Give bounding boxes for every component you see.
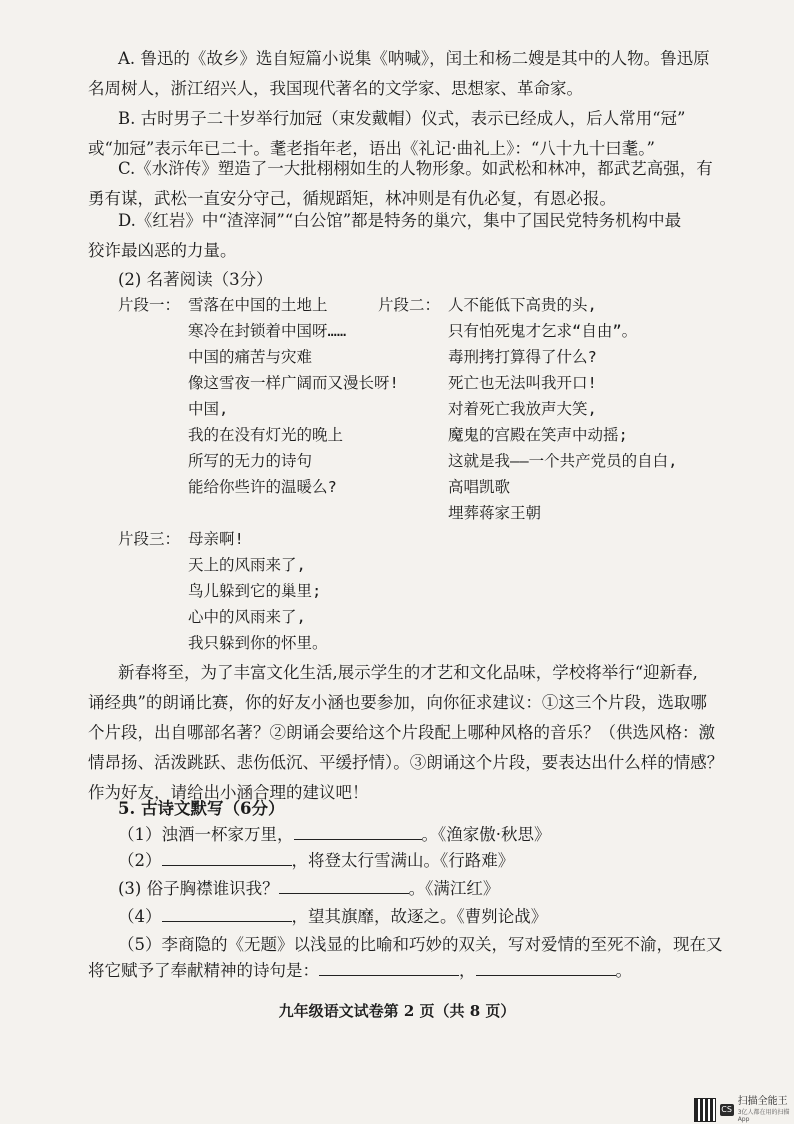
poetry-q3	[118, 874, 499, 904]
qr-code-icon	[694, 1098, 716, 1122]
fragment1-label: 片段一：	[118, 296, 181, 314]
poem-line: 高唱凯歌	[448, 478, 511, 496]
poem-line: 我的在没有灯光的晚上	[188, 426, 344, 444]
poetry-heading: 5. 古诗文默写（6分）	[118, 799, 285, 818]
poem-line: 寒冷在封锁着中国呀……	[188, 322, 347, 340]
option-a-line1: A. 鲁迅的《故乡》选自短篇小说集《呐喊》，闰土和杨二嫂是其中的人物。鲁迅原	[118, 49, 710, 68]
page-footer: 九年级语文试卷第 2 页（共 8 页）	[278, 1002, 516, 1020]
poem-line: 像这雪夜一样广阔而又漫长呀!	[188, 374, 399, 392]
poem-line: 中国的痛苦与灾难	[188, 348, 313, 366]
poem-line: 中国,	[188, 400, 229, 418]
poem-line: 这就是我——一个共产党员的自白,	[448, 452, 678, 470]
poem-line: 母亲啊!	[188, 530, 244, 548]
option-a-line2: 名周树人，浙江绍兴人，我国现代著名的文学家、思想家、革命家。	[88, 79, 583, 98]
task-line: 个片段，出自哪部名著？②朗诵会要给这个片段配上哪种风格的音乐？（供选风格：激	[88, 723, 715, 742]
poem-line: 能给你些许的温暖么?	[188, 478, 337, 496]
q4-answer-blank[interactable]	[162, 903, 292, 922]
poem-line: 雪落在中国的土地上	[188, 296, 328, 314]
task-line: 诵经典”的朗诵比赛，你的好友小涵也要参加，向你征求建议：①这三个片段，选取哪	[88, 693, 707, 712]
q3-answer-blank[interactable]	[279, 875, 409, 894]
poem-line: 魔鬼的宫殿在笑声中动摇;	[448, 426, 628, 444]
poem-line: 心中的风雨来了,	[188, 608, 306, 626]
poem-line: 所写的无力的诗句	[188, 452, 313, 470]
q5-answer-blank-2[interactable]	[476, 957, 616, 976]
poetry-q2	[118, 846, 514, 876]
poem-line: 只有怕死鬼才乞求“自由”。	[448, 322, 638, 340]
q5-end: 。	[615, 961, 632, 980]
q1-source: 。《渔家傲·秋思》	[421, 825, 551, 844]
option-d-line2: 狡诈最凶恶的力量。	[88, 241, 237, 260]
scanner-watermark	[694, 1096, 794, 1123]
camscanner-logo-icon: CS	[721, 1104, 732, 1114]
task-line: 情昂扬、活泼跳跃、悲伤低沉、平缓抒情）。③朗诵这个片段，要表达出什么样的情感？	[88, 753, 724, 772]
poem-line: 我只躲到你的怀里。	[188, 634, 328, 652]
q3-prompt: (3) 俗子胸襟谁识我？	[118, 879, 279, 898]
poetry-q5-line1: （5）李商隐的《无题》以浅显的比喻和巧妙的双关，写对爱情的至死不渝，现在又	[118, 935, 723, 954]
option-c-line1: C.《水浒传》塑造了一大批栩栩如生的人物形象。如武松和林冲，都武艺高强，有	[118, 159, 713, 178]
poem-line: 埋葬蒋家王朝	[448, 504, 542, 522]
q4-source: ，望其旗靡，故逐之。《曹刿论战》	[291, 907, 548, 926]
poem-line: 对着死亡我放声大笑,	[448, 400, 597, 418]
fragment3-label: 片段三：	[118, 530, 181, 548]
q5-answer-blank-1[interactable]	[319, 957, 459, 976]
q2-answer-blank[interactable]	[162, 847, 292, 866]
option-d-line1: D.《红岩》中“渣滓洞”“白公馆”都是特务的巢穴，集中了国民党特务机构中最	[118, 211, 682, 230]
poetry-q4	[118, 902, 547, 932]
q2-prompt: （2）	[118, 851, 162, 870]
option-b-line2: 或“加冠”表示年已二十。耄老指年老，语出《礼记·曲礼上》：“八十九十曰耄。”	[88, 139, 655, 158]
reading-heading: (2) 名著阅读（3分）	[118, 270, 273, 289]
poem-line: 天上的风雨来了,	[188, 556, 306, 574]
poem-line: 鸟儿躲到它的巢里;	[188, 582, 322, 600]
q3-source: 。《满江红》	[408, 879, 500, 898]
q2-source: ，将登太行雪满山。《行路难》	[291, 851, 515, 870]
q1-answer-blank[interactable]	[294, 821, 422, 840]
option-b-line1: B. 古时男子二十岁举行加冠（束发戴帽）仪式，表示已经成人，后人常用“冠”	[118, 109, 686, 128]
poem-line: 死亡也无法叫我开口!	[448, 374, 597, 392]
q5-prompt: 将它赋予了奉献精神的诗句是：	[88, 961, 319, 980]
scanner-app-tagline: 3亿人都在用的扫描App	[737, 1109, 790, 1123]
poetry-q5-line2	[88, 956, 632, 986]
fragment2-label: 片段二：	[378, 296, 441, 314]
task-line: 新春将至，为了丰富文化生活,展示学生的才艺和文化品味，学校将举行“迎新春,	[118, 663, 698, 682]
q5-separator: ，	[459, 961, 476, 980]
q4-prompt: （4）	[118, 907, 162, 926]
poem-line: 人不能低下高贵的头,	[448, 296, 597, 314]
q1-prompt: （1）浊酒一杯家万里，	[118, 825, 294, 844]
task-line: 作为好友，请给出小涵合理的建议吧！	[88, 783, 369, 802]
option-c-line2: 勇有谋，武松一直安分守己，循规蹈矩，林冲则是有仇必复，有恩必报。	[88, 189, 616, 208]
poem-line: 毒刑拷打算得了什么?	[448, 348, 597, 366]
scanner-app-name: 扫描全能王	[737, 1096, 788, 1107]
